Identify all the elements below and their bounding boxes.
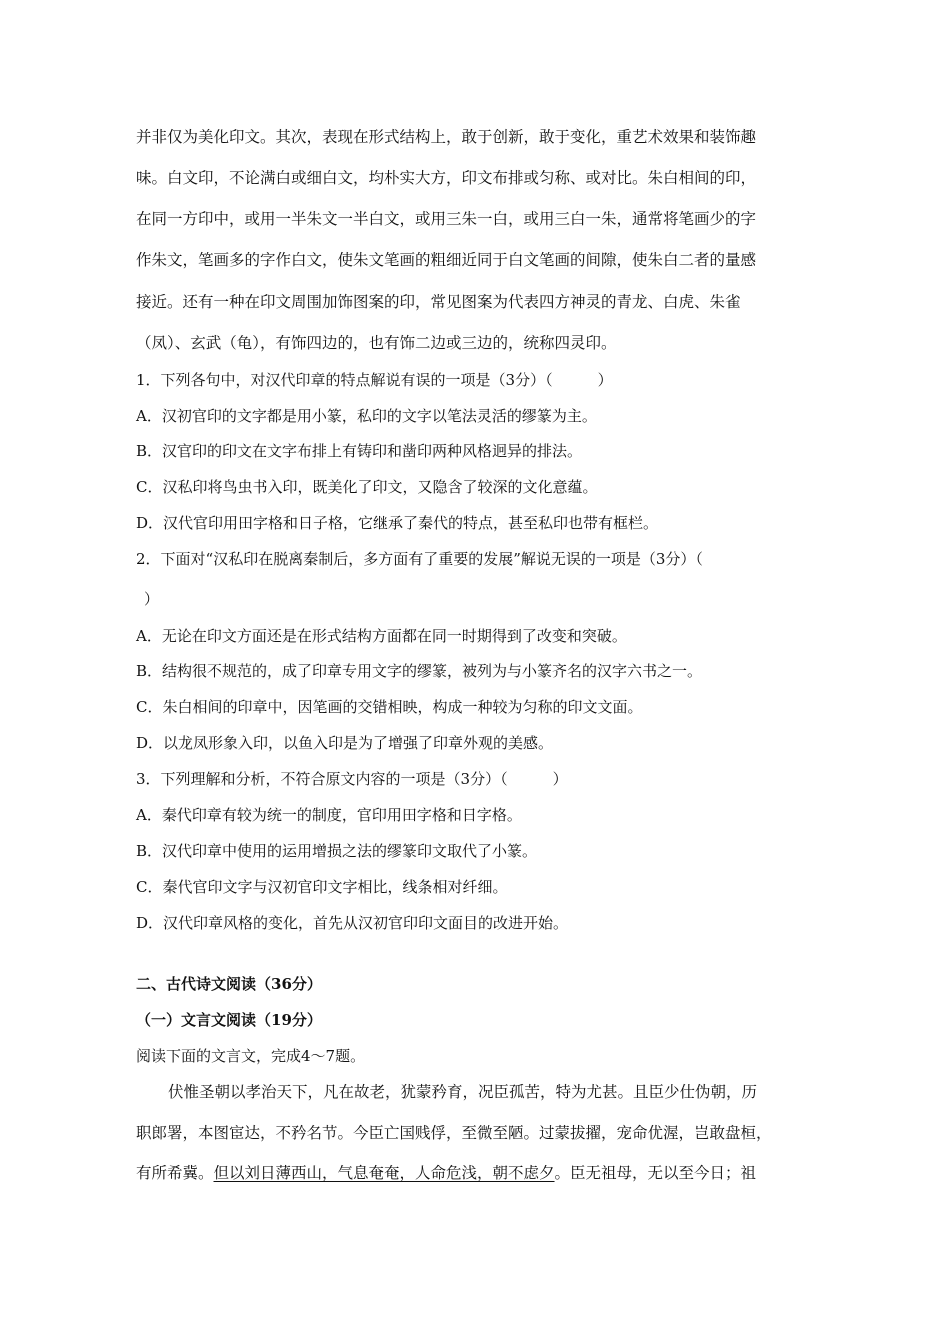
classical-text-line: 伏惟圣朝以孝治天下，凡在故老，犹蒙矜育，况臣孤苦，特为尤甚。且臣少仕伪朝，历 (168, 1083, 758, 1101)
classical-text-post: 。臣无祖母，无以至今日；祖 (554, 1164, 757, 1182)
reading-instruction: 阅读下面的文言文，完成4～7题。 (136, 1047, 366, 1065)
question-2-option-a: A．无论在印文方面还是在形式结构方面都在同一时期得到了改变和突破。 (136, 627, 627, 645)
question-3-option-d: D．汉代印章风格的变化，首先从汉初官印印文面目的改进开始。 (136, 914, 569, 932)
question-2-option-d: D．以龙凤形象入印，以鱼入印是为了增强了印章外观的美感。 (136, 734, 554, 752)
classical-text-pre: 有所希冀。 (136, 1164, 214, 1182)
question-3-stem: 3．下列理解和分析，不符合原文内容的一项是（3分）（ ） (136, 770, 568, 788)
question-1-option-d: D．汉代官印用田字格和日子格，它继承了秦代的特点，甚至私印也带有框栏。 (136, 514, 659, 532)
passage-line: 并非仅为美化印文。其次，表现在形式结构上，敢于创新，敢于变化，重艺术效果和装饰趣 (136, 128, 757, 146)
question-3-option-b: B．汉代印章中使用的运用增损之法的缪篆印文取代了小篆。 (136, 842, 538, 860)
question-3-option-c: C．秦代官印文字与汉初官印文字相比，线条相对纤细。 (136, 878, 508, 896)
classical-text-line: 职郎署，本图宦达，不矜名节。今臣亡国贱俘，至微至陋。过蒙拔擢，宠命优渥，岂敢盘桓， (136, 1124, 772, 1142)
passage-line: 接近。还有一种在印文周围加饰图案的印，常见图案为代表四方神灵的青龙、白虎、朱雀 (136, 293, 741, 311)
passage-line: 味。白文印，不论满白或细白文，均朴实大方，印文布排或匀称、或对比。朱白相间的印， (136, 169, 757, 187)
passage-line: （凤）、玄武（龟），有饰四边的，也有饰二边或三边的，统称四灵印。 (136, 334, 617, 352)
question-3-option-a: A．秦代印章有较为统一的制度，官印用田字格和日字格。 (136, 806, 522, 824)
question-2-option-c: C．朱白相间的印章中，因笔画的交错相映，构成一种较为匀称的印文文面。 (136, 698, 643, 716)
passage-line: 作朱文，笔画多的字作白文，使朱文笔画的粗细近同于白文笔画的间隙，使朱白二者的量感 (136, 251, 757, 269)
question-1-option-a: A．汉初官印的文字都是用小篆，私印的文字以笔法灵活的缪篆为主。 (136, 407, 597, 425)
passage-line: 在同一方印中，或用一半朱文一半白文，或用三朱一白，或用三白一朱，通常将笔画少的字 (136, 210, 757, 228)
question-1-option-b: B．汉官印的印文在文字布排上有铸印和凿印两种风格迥异的排法。 (136, 442, 583, 460)
subsection-heading: （一）文言文阅读（19分） (136, 1011, 322, 1029)
question-1-stem: 1．下列各句中，对汉代印章的特点解说有误的一项是（3分）（ ） (136, 371, 613, 389)
underlined-sentence: 但以刘日薄西山，气息奄奄，人命危浅，朝不虑夕 (213, 1164, 555, 1182)
question-2-option-b: B．结构很不规范的，成了印章专用文字的缪篆，被列为与小篆齐名的汉字六书之一。 (136, 662, 703, 680)
question-2-stem-cont: ） (144, 590, 160, 608)
classical-text-line (136, 1163, 756, 1183)
question-2-stem: 2．下面对“汉私印在脱离秦制后，多方面有了重要的发展”解说无误的一项是（3分）（ (136, 550, 703, 568)
question-1-option-c: C．汉私印将鸟虫书入印，既美化了印文，又隐含了较深的文化意蕴。 (136, 478, 598, 496)
section-heading: 二、古代诗文阅读（36分） (136, 975, 322, 993)
